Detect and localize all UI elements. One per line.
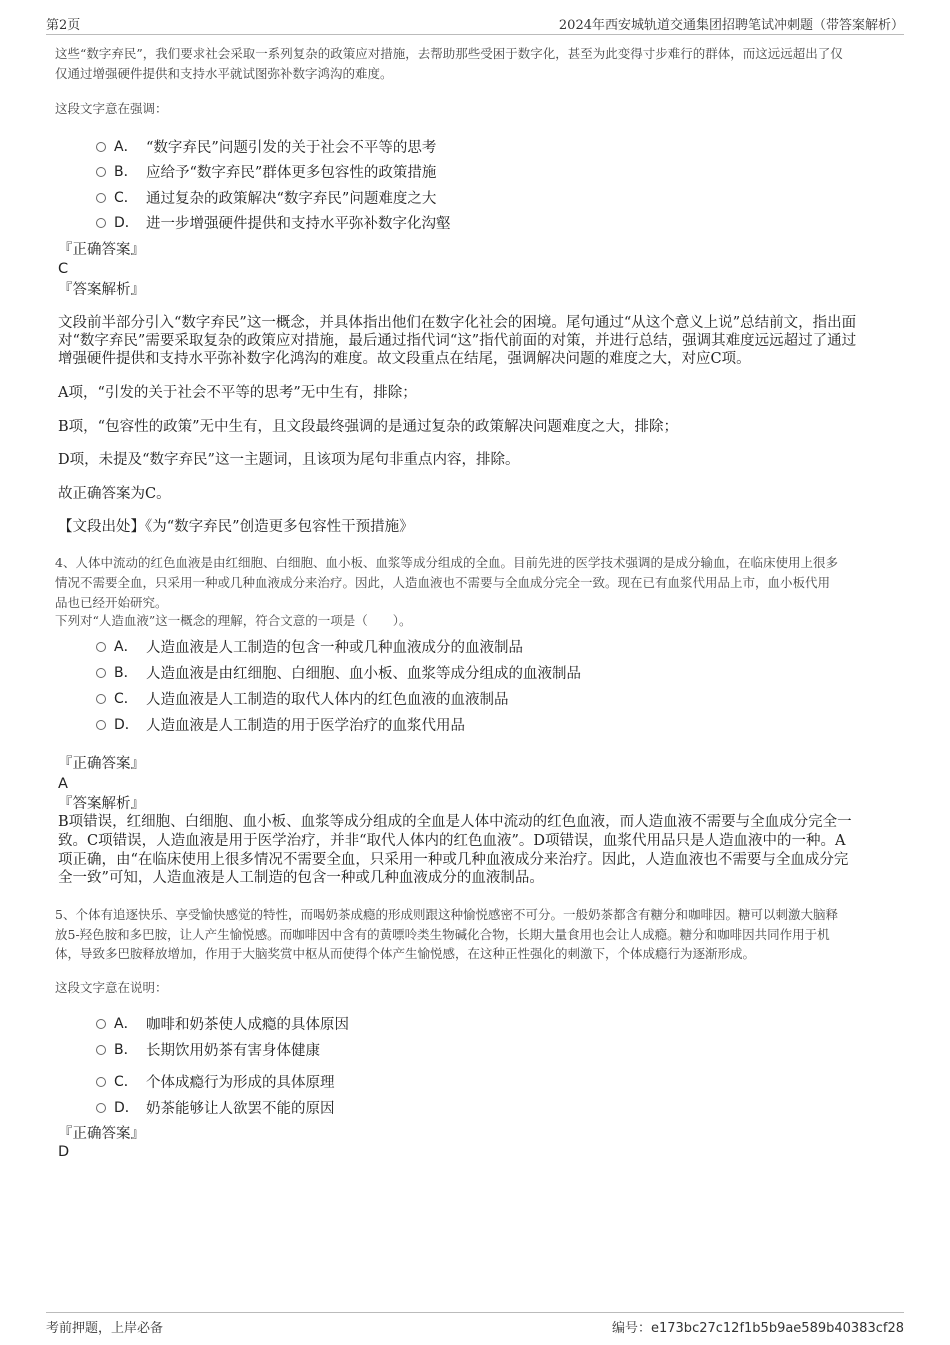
q3-source: 【文段出处】《为“数字弃民”创造更多包容性干预措施》 — [58, 519, 414, 535]
option-letter: A． — [114, 139, 138, 155]
option-text: 进一步增强硬件提供和支持水平弥补数字化沟壑 — [146, 216, 451, 232]
q3-note-b: B项，“包容性的政策”无中生有，且文段最终强调的是通过复杂的政策解决问题难度之大，排除； — [58, 419, 678, 435]
q5-passage-line-1: 5、个体有追逐快乐、享受愉快感觉的特性，而喝奶茶成瘾的形成则跟这种愉悦感密不可分。一般奶茶都含有糖分和咖啡因。糖可以刺激大脑释 — [55, 907, 838, 922]
q5-option-d[interactable] — [96, 1097, 856, 1117]
option-letter: D． — [114, 1100, 139, 1116]
radio-icon[interactable] — [96, 193, 106, 203]
option-letter: D． — [114, 717, 139, 733]
option-letter: C． — [114, 190, 138, 206]
q4-answer-label: 『正确答案』 — [58, 756, 145, 772]
q5-stem: 这段文字意在说明： — [55, 980, 168, 995]
page-number: 第2页 — [46, 18, 81, 33]
q5-answer-label: 『正确答案』 — [58, 1126, 145, 1142]
option-text: “数字弃民”问题引发的关于社会不平等的思考 — [146, 140, 437, 156]
q4-analysis-line-4: 全一致”可知，人造血液是人工制造的包含一种或几种血液成分的血液制品。 — [58, 870, 544, 886]
q4-analysis-line-1: B项错误，红细胞、白细胞、血小板、血浆等成分组成的全血是人体中流动的红色血液，而人造血液不需要与全血成分完全一 — [58, 814, 852, 830]
q4-option-a[interactable] — [96, 636, 856, 656]
option-text: 人造血液是人工制造的用于医学治疗的血浆代用品 — [146, 718, 465, 734]
option-letter: C． — [114, 1074, 138, 1090]
q3-analysis-label: 『答案解析』 — [58, 282, 145, 298]
option-letter: B． — [114, 665, 138, 681]
option-text: 应给予“数字弃民”群体更多包容性的政策措施 — [146, 165, 437, 181]
option-letter: B． — [114, 1042, 138, 1058]
document-code — [612, 1317, 904, 1336]
option-text: 个体成瘾行为形成的具体原理 — [146, 1075, 335, 1091]
radio-icon[interactable] — [96, 1103, 106, 1113]
option-text: 通过复杂的政策解决“数字弃民”问题难度之大 — [146, 191, 437, 207]
q3-option-a[interactable] — [96, 136, 856, 156]
radio-icon[interactable] — [96, 167, 106, 177]
option-letter: D． — [114, 215, 139, 231]
radio-icon[interactable] — [96, 218, 106, 228]
document-code-value: e173bc27c12f1b5b9ae589b40383cf28 — [651, 1321, 904, 1336]
q3-analysis-line-3: 增强硬件提供和支持水平弥补数字化鸿沟的难度。故文段重点在结尾，强调解决问题的难度之大，对应C项。 — [58, 351, 751, 367]
radio-icon[interactable] — [96, 642, 106, 652]
option-letter: C． — [114, 691, 138, 707]
option-text: 人造血液是人工制造的包含一种或几种血液成分的血液制品 — [146, 640, 523, 656]
option-text: 咖啡和奶茶使人成瘾的具体原因 — [146, 1017, 349, 1033]
q3-answer: C — [58, 261, 69, 277]
radio-icon[interactable] — [96, 668, 106, 678]
option-text: 奶茶能够让人欲罢不能的原因 — [146, 1101, 335, 1117]
option-letter: A． — [114, 639, 138, 655]
q3-stem: 这段文字意在强调： — [55, 101, 168, 116]
q3-note-a: A项，“引发的关于社会不平等的思考”无中生有，排除； — [58, 385, 417, 401]
document-code-label: 编号： — [611, 1321, 651, 1336]
q3-passage-line-1: 这些“数字弃民”，我们要求社会采取一系列复杂的政策应对措施，去帮助那些受困于数字化，甚至为此变得寸步难行的群体，而这远远超出了仅 — [55, 46, 843, 61]
q4-passage-line-3: 品也已经开始研究。 — [55, 595, 168, 610]
option-letter: B． — [114, 164, 138, 180]
q5-passage-line-3: 体，导致多巴胺释放增加，作用于大脑奖赏中枢从而使得个体产生愉悦感，在这种正性强化的刺激下，个体成瘾行为逐渐形成。 — [55, 946, 756, 961]
footer-slogan: 考前押题，上岸必备 — [46, 1321, 164, 1336]
option-letter: A． — [114, 1016, 138, 1032]
q5-option-c[interactable] — [96, 1071, 856, 1091]
radio-icon[interactable] — [96, 720, 106, 730]
q3-option-c[interactable] — [96, 187, 856, 207]
option-text: 人造血液是由红细胞、白细胞、血小板、血浆等成分组成的血液制品 — [146, 666, 581, 682]
q4-option-d[interactable] — [96, 714, 856, 734]
q3-answer-label: 『正确答案』 — [58, 242, 145, 258]
q4-option-c[interactable] — [96, 688, 856, 708]
q3-analysis-line-1: 文段前半部分引入“数字弃民”这一概念，并具体指出他们在数字化社会的困境。尾句通过“从这个意义上说”总结前文，指出面 — [58, 315, 857, 331]
q3-conclusion: 故正确答案为C。 — [58, 486, 171, 502]
q5-passage-line-2: 放5-羟色胺和多巴胺，让人产生愉悦感。而咖啡因中含有的黄嘌呤类生物碱化合物，长期大量食用也会让人成瘾。糖分和咖啡因共同作用于机 — [55, 927, 830, 942]
radio-icon[interactable] — [96, 1077, 106, 1087]
page-footer — [46, 1312, 904, 1335]
q5-option-b[interactable] — [96, 1039, 856, 1059]
q3-note-d: D项，未提及“数字弃民”这一主题词，且该项为尾句非重点内容，排除。 — [58, 452, 520, 468]
radio-icon[interactable] — [96, 694, 106, 704]
q4-analysis-line-3: 项正确，由“在临床使用上很多情况不需要全血，只采用一种或几种血液成分来治疗。因此，人造血液也不需要与全血成分完 — [58, 852, 849, 868]
q4-analysis-line-2: 致。C项错误，人造血液是用于医学治疗，并非“取代人体内的红色血液”。D项错误，血浆代用品只是人造血液中的一种。A — [58, 833, 846, 849]
q4-passage-line-1: 4、人体中流动的红色血液是由红细胞、白细胞、血小板、血浆等成分组成的全血。目前先进的医学技术强调的是成分输血，在临床使用上很多 — [55, 555, 838, 570]
option-text: 人造血液是人工制造的取代人体内的红色血液的血液制品 — [146, 692, 509, 708]
q4-stem: 下列对“人造血液”这一概念的理解，符合文意的一项是（ ）。 — [55, 613, 412, 628]
page-header — [46, 14, 904, 35]
q4-option-b[interactable] — [96, 662, 856, 682]
q4-passage-line-2: 情况不需要全血，只采用一种或几种血液成分来治疗。因此，人造血液也不需要与全血成分完全一致。现在已有血浆代用品上市，血小板代用 — [55, 575, 831, 590]
q5-answer: D — [58, 1144, 70, 1160]
q3-option-b[interactable] — [96, 161, 856, 181]
q5-option-a[interactable] — [96, 1013, 856, 1033]
q4-answer: A — [58, 776, 68, 792]
radio-icon[interactable] — [96, 1019, 106, 1029]
q4-analysis-label: 『答案解析』 — [58, 796, 145, 812]
q3-passage-line-2: 仅通过增强硬件提供和支持水平就试图弥补数字鸿沟的难度。 — [55, 66, 393, 81]
q3-option-d[interactable] — [96, 212, 856, 232]
option-text: 长期饮用奶茶有害身体健康 — [146, 1043, 320, 1059]
q3-analysis-line-2: 对“数字弃民”需要采取复杂的政策应对措施，最后通过指代词“这”指代前面的对策，并进行总结，强调其难度远远超过了通过 — [58, 333, 857, 349]
radio-icon[interactable] — [96, 1045, 106, 1055]
document-title: 2024年西安城轨道交通集团招聘笔试冲刺题（带答案解析） — [558, 18, 904, 33]
radio-icon[interactable] — [96, 142, 106, 152]
